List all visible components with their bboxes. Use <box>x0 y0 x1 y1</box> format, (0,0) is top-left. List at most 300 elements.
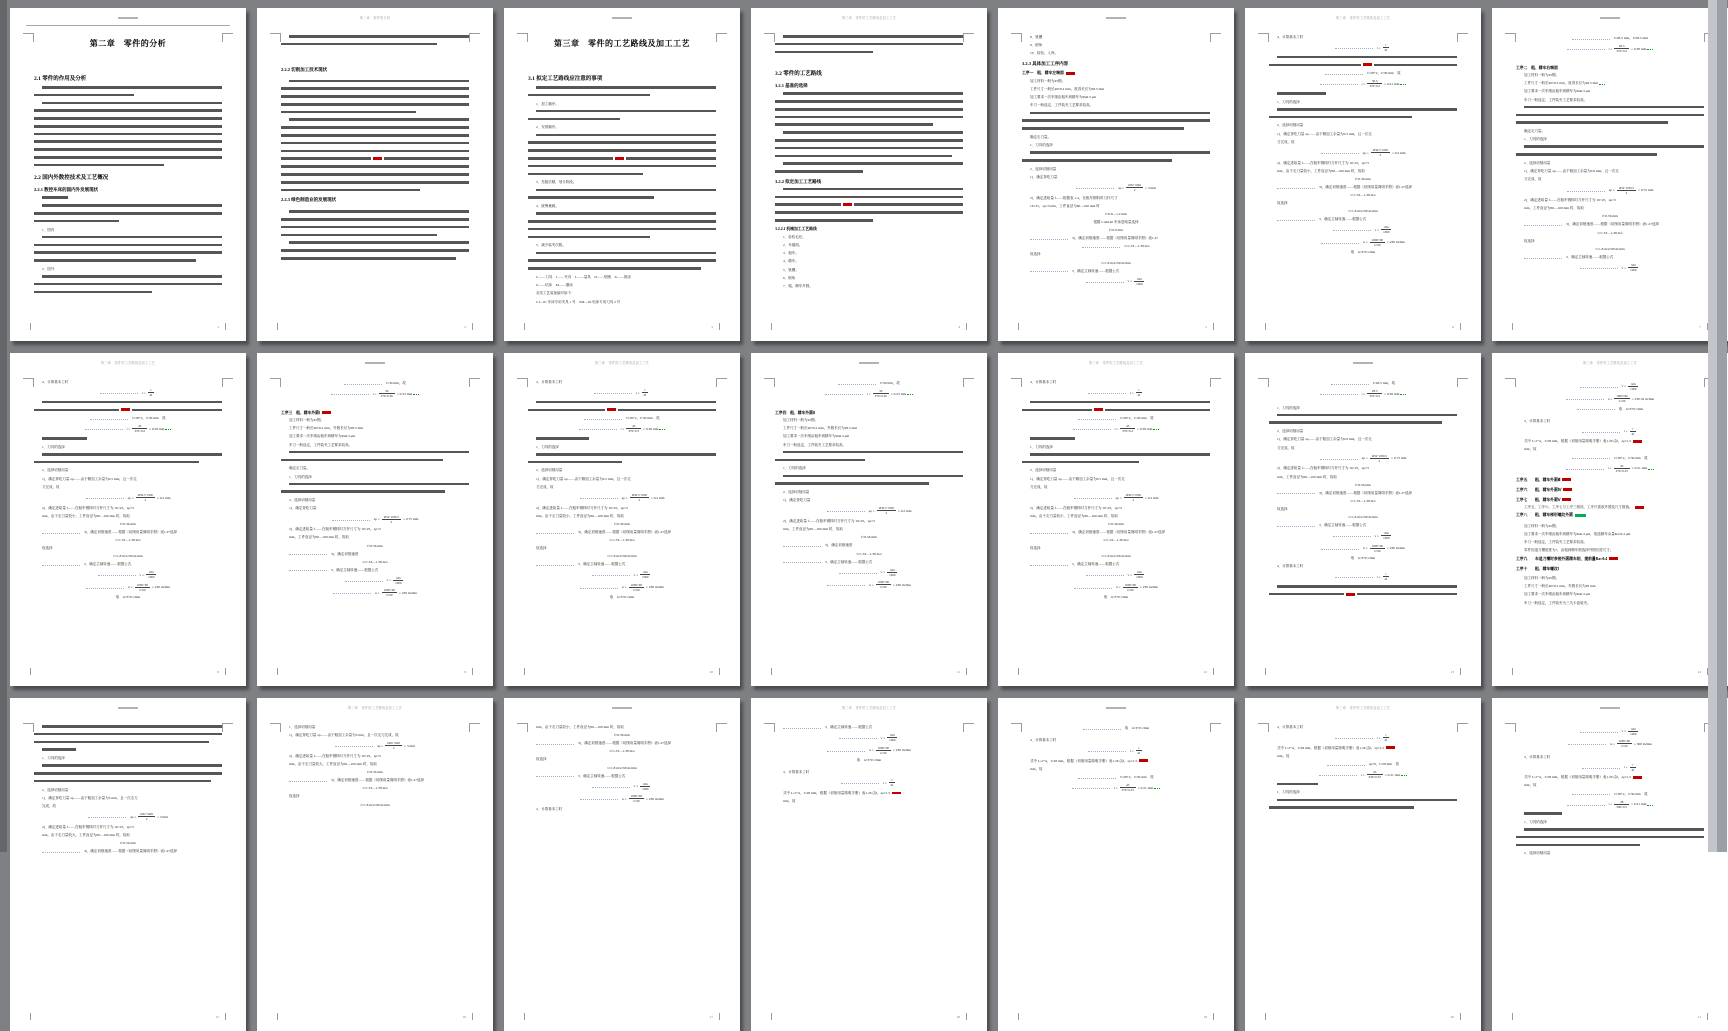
list-line <box>1277 491 1457 495</box>
paragraph-line <box>536 252 716 255</box>
denominator: nf <box>1137 751 1141 756</box>
formula-result: = 0.75 mm <box>1391 456 1407 461</box>
dotted-leader <box>1083 727 1121 730</box>
red-edit-mark <box>373 157 382 160</box>
document-page[interactable] <box>504 353 740 686</box>
text: 加工材料一般为45钢。 <box>1524 523 1559 528</box>
margin-mark-top-right <box>1457 723 1468 732</box>
numerator: 1000×60 <box>1618 739 1630 743</box>
page-number: 8 <box>217 670 219 674</box>
document-page[interactable] <box>257 8 493 341</box>
page-number: 10 <box>709 670 713 674</box>
margin-mark-top-left <box>23 33 34 42</box>
document-page[interactable] <box>1245 353 1481 686</box>
paragraph-line <box>289 483 469 486</box>
formula <box>1516 464 1704 473</box>
text: 加工要求一次车削由粗车到精车为Ra6.3 μm，故选精车余量Ra≈0.4 μm <box>1524 531 1631 536</box>
paragraph-line <box>1516 844 1640 847</box>
paragraph-line <box>1269 116 1412 119</box>
text: 故选择 <box>42 546 53 551</box>
formula <box>528 570 716 579</box>
text: 3．确定主轴转速——根据公式 <box>84 562 132 567</box>
text: 4．统筹兼顾。 <box>536 204 559 209</box>
text: l≈28+2，l≈30 mm 故 <box>1120 416 1154 421</box>
unit: min <box>1640 46 1647 51</box>
formula-line <box>1269 483 1457 488</box>
text: 4．计算基本工时 <box>1524 418 1551 423</box>
list-line <box>1524 783 1704 787</box>
red-edit-mark <box>1633 776 1642 779</box>
list-line <box>1524 255 1704 259</box>
document-page[interactable] <box>10 353 246 686</box>
list-line <box>289 498 469 502</box>
margin-mark-bottom-left <box>1265 668 1266 675</box>
document-page[interactable] <box>1245 8 1481 341</box>
margin-mark-bottom-left <box>30 668 31 675</box>
text: 3．确定主轴转速——根据公式 <box>825 559 873 564</box>
formula-result: = 230 m/min <box>892 582 912 587</box>
margin-mark-top-left <box>1258 723 1269 732</box>
dotted-leader <box>1030 237 1068 240</box>
margin-mark-bottom-right <box>719 1013 720 1020</box>
text: 1)．确定背吃刀量 ap——由于粗加工余量为3 mm，且一次走刀 <box>42 795 138 800</box>
dotted-leader <box>335 744 373 747</box>
spellcheck-squiggle <box>659 427 665 430</box>
text: 2．选择切削用量 <box>1524 161 1551 166</box>
formula-line <box>1022 212 1210 217</box>
document-page[interactable] <box>751 8 987 341</box>
paragraph-line <box>1524 828 1704 831</box>
list-line <box>536 300 716 304</box>
list-line <box>1524 137 1704 141</box>
paragraph-line <box>1277 108 1457 111</box>
page-header-text: 第三章 零件的工艺路线及加工工艺 <box>594 361 650 365</box>
text: 1．检验毛坯。 <box>783 234 806 239</box>
text: 4．计算基本工时 <box>1030 380 1057 384</box>
formula-fraction <box>626 424 641 433</box>
formula-line <box>1022 554 1210 559</box>
list-line <box>42 849 222 853</box>
paragraph-line <box>536 401 716 404</box>
denominator: nf <box>890 783 894 788</box>
red-edit-mark <box>1562 478 1571 481</box>
formula <box>775 746 963 755</box>
margin-mark-bottom-left <box>1265 1013 1266 1020</box>
list-line <box>783 519 963 523</box>
formula-fraction <box>887 733 897 742</box>
formula-lhs: v = <box>139 572 145 577</box>
denominator: 1000 <box>148 575 155 580</box>
formula-lhs: n = <box>621 585 627 590</box>
dotted-leader <box>825 392 863 395</box>
formula <box>1516 427 1704 436</box>
text: f≈0.9 mm <box>1109 228 1123 233</box>
text: 1)．确定背吃刀量 ap——由于粗加工余量为3 mm，且一次走刀完成，故 <box>289 733 399 738</box>
list-line <box>289 762 469 766</box>
formula-line <box>775 535 963 540</box>
list-line <box>1524 73 1704 77</box>
margin-mark-bottom-left <box>771 1013 772 1020</box>
text: l≈28+2，l≈30 mm 故 <box>1120 775 1154 780</box>
paragraph-line <box>528 196 654 199</box>
formula-fraction <box>1383 733 1390 742</box>
list-line <box>536 180 716 184</box>
denominator: nf <box>1384 48 1388 53</box>
paragraph-line <box>775 123 933 126</box>
formula-result: = 0.2 mm <box>1144 495 1159 500</box>
text: 加工要求一次车削由粗车到精车为Ra6.3 μm <box>1524 89 1591 94</box>
heading-text: 2.2 国内外数控技术及工艺概况 <box>34 175 109 182</box>
step-heading <box>281 410 469 416</box>
numerator: l <box>1383 43 1390 48</box>
numerator: πdn <box>1628 727 1638 732</box>
text: 2)．确定进给量 f——根据表 1-4，在粗车钢料时刀杆尺寸 <box>1030 195 1118 200</box>
dotted-leader <box>827 749 865 752</box>
text: 式中 L=l+Δ，l≈28 mm，根据《切削用量简明手册》表1.26 由f、ap≈1.5 <box>1030 758 1138 763</box>
formula-lhs: t = <box>1129 390 1134 395</box>
heading-text: 工序二 粗、精车右端面 <box>1516 65 1558 70</box>
list-line <box>289 733 469 737</box>
formula <box>281 515 469 524</box>
dotted-leader <box>42 531 80 534</box>
document-page[interactable] <box>998 353 1234 686</box>
text: 故选择 <box>536 757 547 762</box>
red-edit-mark <box>615 157 624 160</box>
formula-line <box>1269 193 1457 198</box>
dotted-leader <box>839 736 877 739</box>
text: 3)．确定切削速度——根据《切削用量简明手册》表1.27选择 <box>331 778 425 783</box>
margin-mark-bottom-left <box>1512 1013 1513 1020</box>
formula-line <box>1516 247 1704 252</box>
page-number: 13 <box>1450 670 1454 674</box>
margin-mark-bottom-right <box>225 668 226 675</box>
spellcheck-squiggle <box>1400 82 1406 85</box>
list-line <box>1524 206 1704 210</box>
formula <box>34 424 222 433</box>
denominator: 370×0.2 <box>1369 394 1380 398</box>
document-page[interactable] <box>504 8 740 341</box>
dotted-leader <box>42 850 80 853</box>
numerator: l <box>1630 763 1637 768</box>
dotted-leader <box>1524 223 1562 226</box>
document-page[interactable] <box>504 698 740 1031</box>
formula-fraction <box>136 493 155 502</box>
text: 3)．确定切削速度——根据《切削用量简明手册》表1.27选择 <box>1319 490 1413 495</box>
text: l≈30 mm，故 <box>386 381 406 385</box>
formula-lhs: t = <box>126 426 131 431</box>
spacer <box>775 402 963 406</box>
formula <box>775 389 963 398</box>
document-page[interactable] <box>1492 8 1728 341</box>
formula-fraction <box>889 778 896 787</box>
text: 3．确定主轴转速——根据公式 <box>1319 217 1367 222</box>
text: l≈30 mm，故 <box>880 381 900 385</box>
document-page[interactable] <box>751 353 987 686</box>
text: 4．计算基本工时 <box>1030 738 1057 742</box>
dotted-leader <box>1572 792 1610 795</box>
text: v≈1.8 m/s≈90 m/min <box>1348 209 1378 214</box>
dotted-leader <box>1568 742 1606 745</box>
formula-fraction <box>148 388 155 397</box>
list-line <box>1030 51 1210 55</box>
formula-lhs: t = <box>372 391 377 396</box>
list-line <box>42 477 222 481</box>
text: 完成，故 <box>42 804 56 809</box>
margin-mark-top-left <box>23 723 34 732</box>
formula-result: = 230 m/min <box>892 748 912 753</box>
document-page[interactable] <box>751 698 987 1031</box>
text: 工序五、工序六、工序七与工序三相同，工序只需改外圆及尺寸数值。 <box>1524 505 1633 510</box>
text: mm，由于走刀量较小，工件直径为60—100 mm 时，故取 <box>1030 513 1118 518</box>
document-page[interactable] <box>1492 353 1728 686</box>
formula-fraction <box>630 493 649 502</box>
list-line <box>783 276 963 280</box>
text: 2．选择切削用量 <box>536 468 563 473</box>
list-line <box>1030 437 1075 440</box>
numerator: Ø32−Ø26 <box>140 812 153 817</box>
list-line <box>1524 812 1562 815</box>
page-header <box>1245 361 1481 365</box>
formula-lhs: n = <box>127 585 133 590</box>
document-page[interactable] <box>1245 698 1481 1031</box>
text: 1．刀具的选择 <box>42 756 65 761</box>
document-page[interactable] <box>1492 698 1728 1031</box>
paragraph-line <box>281 95 469 98</box>
formula <box>1516 763 1704 772</box>
document-page[interactable] <box>257 353 493 686</box>
dotted-leader <box>100 391 138 394</box>
text: 加工要求一次车削由粗车到精车为Ra6.3 μm <box>783 434 850 439</box>
formula-result: = 0.38 <box>1383 391 1393 396</box>
formula <box>1022 583 1210 592</box>
document-page[interactable] <box>10 698 246 1031</box>
denominator: 2 <box>390 519 393 524</box>
list-line <box>783 426 963 430</box>
numerator: 1000×90 <box>136 582 148 587</box>
list-line <box>289 443 469 447</box>
text: v≈1.33—1.38 m/s <box>1350 498 1376 503</box>
list-line <box>536 468 716 472</box>
numerator: 28 <box>1614 800 1629 805</box>
dotted-leader <box>1567 189 1605 192</box>
text: 取 n≈370 r/min <box>856 758 882 763</box>
document-page[interactable] <box>998 698 1234 1031</box>
formula-fraction <box>1370 238 1385 247</box>
formula-line <box>1269 209 1457 214</box>
paragraph-line <box>775 170 863 173</box>
vertical-scrollbar[interactable] <box>1708 0 1727 852</box>
margin-mark-bottom-left <box>1265 323 1266 330</box>
formula <box>1269 454 1457 463</box>
margin-mark-top-right <box>716 378 727 387</box>
formula-fraction <box>1367 79 1382 88</box>
page-header <box>504 706 740 710</box>
list-line <box>1030 143 1210 147</box>
spellcheck-squiggle <box>1647 803 1653 806</box>
paragraph-line <box>289 118 469 121</box>
step-heading <box>775 410 963 416</box>
list-line <box>1277 35 1457 39</box>
document-page[interactable] <box>998 8 1234 341</box>
formula-line <box>1269 71 1457 76</box>
formula-fraction <box>393 576 403 585</box>
denominator: 2 <box>145 817 148 822</box>
paragraph-line <box>528 149 716 152</box>
list-line <box>783 725 963 729</box>
spacer <box>1516 57 1704 62</box>
list-line <box>1524 576 1704 580</box>
denominator: 1000 <box>1630 386 1637 391</box>
formula-result: = 0.75 mm <box>403 517 419 522</box>
page-content <box>281 725 469 1013</box>
paragraph-line <box>1269 63 1457 66</box>
spellcheck-squiggle <box>413 392 419 395</box>
formula <box>34 812 222 821</box>
text: l≈28+2，l≈30 mm 故 <box>132 416 166 421</box>
text: v≈1.33—1.38 m/s <box>1350 193 1376 198</box>
margin-mark-top-right <box>1457 33 1468 42</box>
page-header <box>504 16 740 20</box>
formula-fraction <box>138 812 155 821</box>
page-header <box>257 706 493 710</box>
list-line <box>536 562 716 566</box>
text: mm，由于走刀量较大，工件直径为60—100 mm 时，故取 <box>42 832 130 837</box>
text: 式中 L=l+Δ，l≈28 mm，根据《切削用量简明手册》表1.26 由f、ap≈1.5 <box>1277 745 1385 750</box>
scrollbar-thumb[interactable] <box>1717 0 1727 852</box>
paragraph-line <box>34 220 119 223</box>
margin-mark-top-left <box>1011 33 1022 42</box>
dotted-leader <box>85 427 123 430</box>
dotted-leader <box>580 797 618 800</box>
page-header-text <box>118 707 138 709</box>
paragraph-line <box>783 162 963 165</box>
paragraph-line <box>536 86 716 89</box>
list-line <box>289 527 469 531</box>
text: 1)．确定背吃刀量 ap——由于精加工余量为0.5 mm，且一次走 <box>1030 476 1125 481</box>
list-line <box>783 259 963 263</box>
page-header <box>257 16 493 20</box>
unit: min <box>1147 785 1154 790</box>
list-line <box>1277 754 1457 758</box>
formula-lhs: t = <box>1623 429 1628 434</box>
formula-result: = 230 m/min <box>645 585 665 590</box>
text: 零件因退刀槽宽度为7，由粗到精车削选择外圆长度尺寸。 <box>1524 548 1614 553</box>
text: 1．刀具的选择 <box>1030 444 1053 449</box>
formula-fraction <box>1136 746 1143 755</box>
text: v≈1.33—1.38 m/s <box>1124 244 1150 249</box>
paragraph-line <box>34 733 222 736</box>
dotted-leader <box>594 391 632 394</box>
formula-fraction <box>1136 388 1143 397</box>
formula-lhs: n = <box>621 796 627 801</box>
numerator: Ø30.5−Ø30 <box>1125 493 1141 498</box>
text: 2)．确定进给量 f——在粗车钢料时刀杆尺寸为 16×25，ap≈3 <box>289 527 381 532</box>
formula-line <box>34 538 222 543</box>
dotted-leader <box>1076 186 1114 189</box>
page-number: 17 <box>709 1015 713 1019</box>
paragraph-line <box>281 142 469 145</box>
formula-line <box>1022 220 1210 225</box>
text: 7．粗、精车外圆。 <box>783 283 813 288</box>
margin-mark-bottom-right <box>1213 1013 1214 1020</box>
dotted-leader <box>536 531 574 534</box>
subsection-heading <box>34 187 222 193</box>
formula-fraction <box>1381 225 1391 234</box>
dotted-leader <box>592 573 630 576</box>
list-line <box>536 774 716 778</box>
text: 1．国内 <box>42 227 55 232</box>
dotted-leader <box>580 586 618 589</box>
formula-lhs: t = <box>1623 765 1628 770</box>
denominator: 2 <box>1133 188 1136 193</box>
text: 工件尺寸一般长40±0.2 mm，外圆长仅为28.5 mm <box>783 426 858 431</box>
list-line <box>1030 135 1210 139</box>
list-line <box>42 514 222 518</box>
formula-line <box>1516 231 1704 236</box>
heading-text: 2.2.2 切削加工技术现状 <box>281 66 328 72</box>
list-line <box>536 514 716 518</box>
formula-result: = 230 m/min <box>398 590 418 595</box>
document-page[interactable] <box>10 8 246 341</box>
paragraph-line <box>34 156 222 159</box>
text: 车刀一般选定，工件装夹工艺要求较高。 <box>1030 103 1093 108</box>
numerator: Ø32−Ø26 <box>1128 183 1141 188</box>
list-line <box>783 490 963 494</box>
page-content <box>1269 380 1457 668</box>
list-line <box>1277 406 1457 410</box>
paragraph-line <box>783 131 963 134</box>
text: 各类工艺装备编号如下： <box>536 291 575 296</box>
list-line <box>1030 43 1210 47</box>
text: 加工材料一般为45钢。 <box>1524 73 1559 77</box>
document-page[interactable] <box>257 698 493 1031</box>
numerator: l <box>1383 572 1390 577</box>
paragraph-line <box>528 236 650 239</box>
dotted-leader <box>1335 575 1373 578</box>
text: l≈28+2，l≈30 mm 故 <box>626 416 660 421</box>
page-number: 9 <box>464 670 466 674</box>
page-header <box>751 361 987 365</box>
paragraph-line <box>34 94 134 97</box>
formula <box>1269 389 1457 398</box>
formula-fraction <box>640 570 650 579</box>
formula <box>1516 739 1704 748</box>
formula-result: = 230 m/min <box>1386 240 1406 245</box>
margin-mark-bottom-right <box>1707 1013 1708 1020</box>
text: f≈0.56 mm <box>861 535 877 540</box>
list-line <box>42 562 222 566</box>
margin-mark-bottom-right <box>719 668 720 675</box>
formula-lhs: ap = <box>373 517 380 522</box>
paragraph-line <box>528 408 716 411</box>
paragraph-line <box>1022 159 1172 162</box>
page-header <box>10 16 246 20</box>
paragraph-line <box>1269 421 1442 424</box>
formula-lhs: v = <box>1621 729 1627 733</box>
red-edit-mark <box>1635 506 1644 509</box>
text: 3．确定主轴转速——根据公式 <box>1319 523 1367 528</box>
paragraph-line <box>34 291 152 294</box>
text: 8．铣槽 <box>1030 35 1043 39</box>
formula-lhs: n = <box>868 748 874 753</box>
denominator: nf <box>1384 738 1388 743</box>
list-line <box>536 807 716 811</box>
formula-line <box>1516 456 1704 461</box>
formula-lhs: t = <box>1113 785 1118 790</box>
text: Z——钻床 M——磨床 <box>536 283 573 288</box>
list-line <box>1277 790 1457 794</box>
dotted-leader <box>1524 256 1562 259</box>
